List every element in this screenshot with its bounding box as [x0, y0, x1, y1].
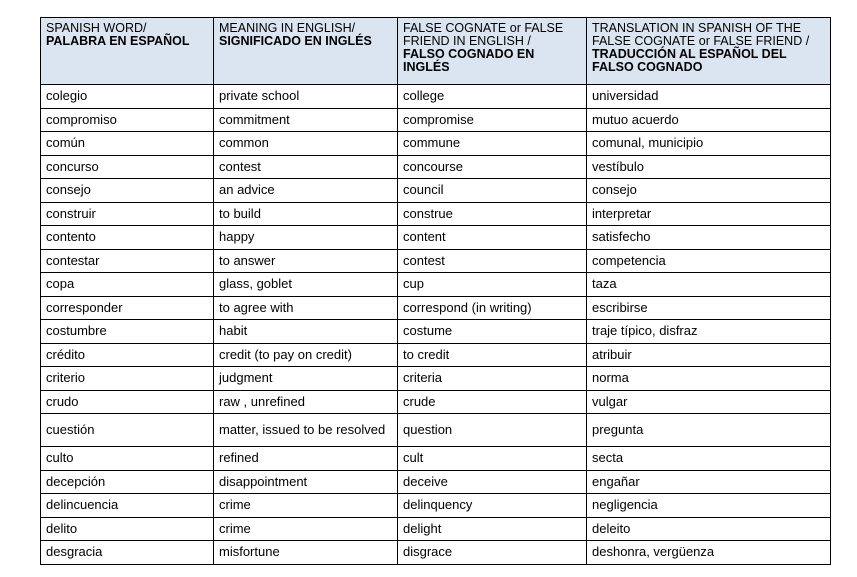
cell-translation-spanish: escribirse	[587, 296, 831, 320]
cell-meaning-english: contest	[214, 155, 398, 179]
cell-spanish-word: culto	[41, 447, 214, 471]
cell-false-cognate: concourse	[398, 155, 587, 179]
cell-false-cognate: criteria	[398, 367, 587, 391]
table-row	[41, 343, 831, 367]
header-false-cognate	[398, 18, 587, 85]
cell-translation-spanish: mutuo acuerdo	[587, 108, 831, 132]
cell-translation-spanish: atribuir	[587, 343, 831, 367]
cell-meaning-english: judgment	[214, 367, 398, 391]
table-row	[41, 85, 831, 109]
header-label-english: TRANSLATION IN SPANISH OF THE FALSE COGNATE or FALSE FRIEND /	[592, 21, 810, 48]
cell-translation-spanish: norma	[587, 367, 831, 391]
cell-spanish-word: corresponder	[41, 296, 214, 320]
false-cognates-table	[40, 17, 831, 565]
header-label-spanish: FALSO COGNADO EN INGLÉS	[403, 47, 535, 74]
table-header	[41, 18, 831, 85]
cell-false-cognate: disgrace	[398, 541, 587, 565]
cell-meaning-english: common	[214, 132, 398, 156]
cell-false-cognate: correspond (in writing)	[398, 296, 587, 320]
header-meaning-english	[214, 18, 398, 85]
table-row	[41, 108, 831, 132]
cell-translation-spanish: traje típico, disfraz	[587, 320, 831, 344]
cell-false-cognate: crude	[398, 390, 587, 414]
cell-meaning-english: glass, goblet	[214, 273, 398, 297]
cell-translation-spanish: vestíbulo	[587, 155, 831, 179]
cell-spanish-word: construir	[41, 202, 214, 226]
cell-translation-spanish: comunal, municipio	[587, 132, 831, 156]
cell-meaning-english: refined	[214, 447, 398, 471]
header-translation-spanish	[587, 18, 831, 85]
table-row	[41, 494, 831, 518]
cell-meaning-english: to agree with	[214, 296, 398, 320]
cell-spanish-word: desgracia	[41, 541, 214, 565]
cell-translation-spanish: taza	[587, 273, 831, 297]
cell-spanish-word: copa	[41, 273, 214, 297]
cell-false-cognate: content	[398, 226, 587, 250]
cell-translation-spanish: negligencia	[587, 494, 831, 518]
cell-false-cognate: to credit	[398, 343, 587, 367]
cell-false-cognate: commune	[398, 132, 587, 156]
header-label-spanish: PALABRA EN ESPAÑOL	[46, 34, 190, 48]
table-row	[41, 367, 831, 391]
cell-translation-spanish: satisfecho	[587, 226, 831, 250]
header-label-english: FALSE COGNATE or FALSE FRIEND IN ENGLISH /	[403, 21, 564, 48]
cell-spanish-word: común	[41, 132, 214, 156]
table-row	[41, 390, 831, 414]
cell-meaning-english: disappointment	[214, 470, 398, 494]
cell-meaning-english: to build	[214, 202, 398, 226]
header-row	[41, 18, 831, 85]
table-row	[41, 517, 831, 541]
cell-meaning-english: misfortune	[214, 541, 398, 565]
table-row	[41, 320, 831, 344]
cell-translation-spanish: secta	[587, 447, 831, 471]
cell-spanish-word: contento	[41, 226, 214, 250]
cell-spanish-word: criterio	[41, 367, 214, 391]
cell-false-cognate: cult	[398, 447, 587, 471]
table-row	[41, 296, 831, 320]
cell-meaning-english: happy	[214, 226, 398, 250]
cell-false-cognate: costume	[398, 320, 587, 344]
cell-meaning-english: raw , unrefined	[214, 390, 398, 414]
table-row	[41, 155, 831, 179]
header-label-spanish: TRADUCCIÓN AL ESPAÑOL DEL FALSO COGNADO	[592, 47, 787, 74]
table-row	[41, 273, 831, 297]
cell-translation-spanish: engañar	[587, 470, 831, 494]
cell-false-cognate: question	[398, 414, 587, 447]
table-row	[41, 202, 831, 226]
cell-false-cognate: construe	[398, 202, 587, 226]
cell-translation-spanish: vulgar	[587, 390, 831, 414]
table-row	[41, 447, 831, 471]
cell-spanish-word: concurso	[41, 155, 214, 179]
cell-spanish-word: crédito	[41, 343, 214, 367]
cell-translation-spanish: consejo	[587, 179, 831, 203]
cell-meaning-english: credit (to pay on credit)	[214, 343, 398, 367]
header-label-spanish: SIGNIFICADO EN INGLÉS	[219, 34, 372, 48]
cell-false-cognate: cup	[398, 273, 587, 297]
cell-meaning-english: crime	[214, 494, 398, 518]
cell-spanish-word: delito	[41, 517, 214, 541]
header-label-english: SPANISH WORD/	[46, 21, 147, 35]
cell-spanish-word: colegio	[41, 85, 214, 109]
table-row	[41, 249, 831, 273]
cell-meaning-english: private school	[214, 85, 398, 109]
cell-meaning-english: crime	[214, 517, 398, 541]
header-spanish-word	[41, 18, 214, 85]
cell-meaning-english: matter, issued to be resolved	[214, 414, 398, 447]
cell-false-cognate: delight	[398, 517, 587, 541]
cell-translation-spanish: competencia	[587, 249, 831, 273]
cell-false-cognate: contest	[398, 249, 587, 273]
cell-meaning-english: an advice	[214, 179, 398, 203]
table-body	[41, 85, 831, 565]
table-row	[41, 470, 831, 494]
cell-meaning-english: habit	[214, 320, 398, 344]
table-row	[41, 414, 831, 447]
cell-spanish-word: cuestión	[41, 414, 214, 447]
cell-translation-spanish: deshonra, vergüenza	[587, 541, 831, 565]
cell-spanish-word: contestar	[41, 249, 214, 273]
cell-false-cognate: delinquency	[398, 494, 587, 518]
table-row	[41, 179, 831, 203]
cell-translation-spanish: universidad	[587, 85, 831, 109]
cell-translation-spanish: pregunta	[587, 414, 831, 447]
cell-spanish-word: crudo	[41, 390, 214, 414]
cell-false-cognate: deceive	[398, 470, 587, 494]
cell-meaning-english: commitment	[214, 108, 398, 132]
cell-translation-spanish: deleito	[587, 517, 831, 541]
cell-false-cognate: council	[398, 179, 587, 203]
table-row	[41, 541, 831, 565]
cell-false-cognate: college	[398, 85, 587, 109]
header-label-english: MEANING IN ENGLISH/	[219, 21, 356, 35]
cell-false-cognate: compromise	[398, 108, 587, 132]
cell-spanish-word: consejo	[41, 179, 214, 203]
cell-spanish-word: decepción	[41, 470, 214, 494]
cell-spanish-word: costumbre	[41, 320, 214, 344]
cell-spanish-word: compromiso	[41, 108, 214, 132]
cell-meaning-english: to answer	[214, 249, 398, 273]
cell-spanish-word: delincuencia	[41, 494, 214, 518]
table-row	[41, 132, 831, 156]
table-row	[41, 226, 831, 250]
cell-translation-spanish: interpretar	[587, 202, 831, 226]
